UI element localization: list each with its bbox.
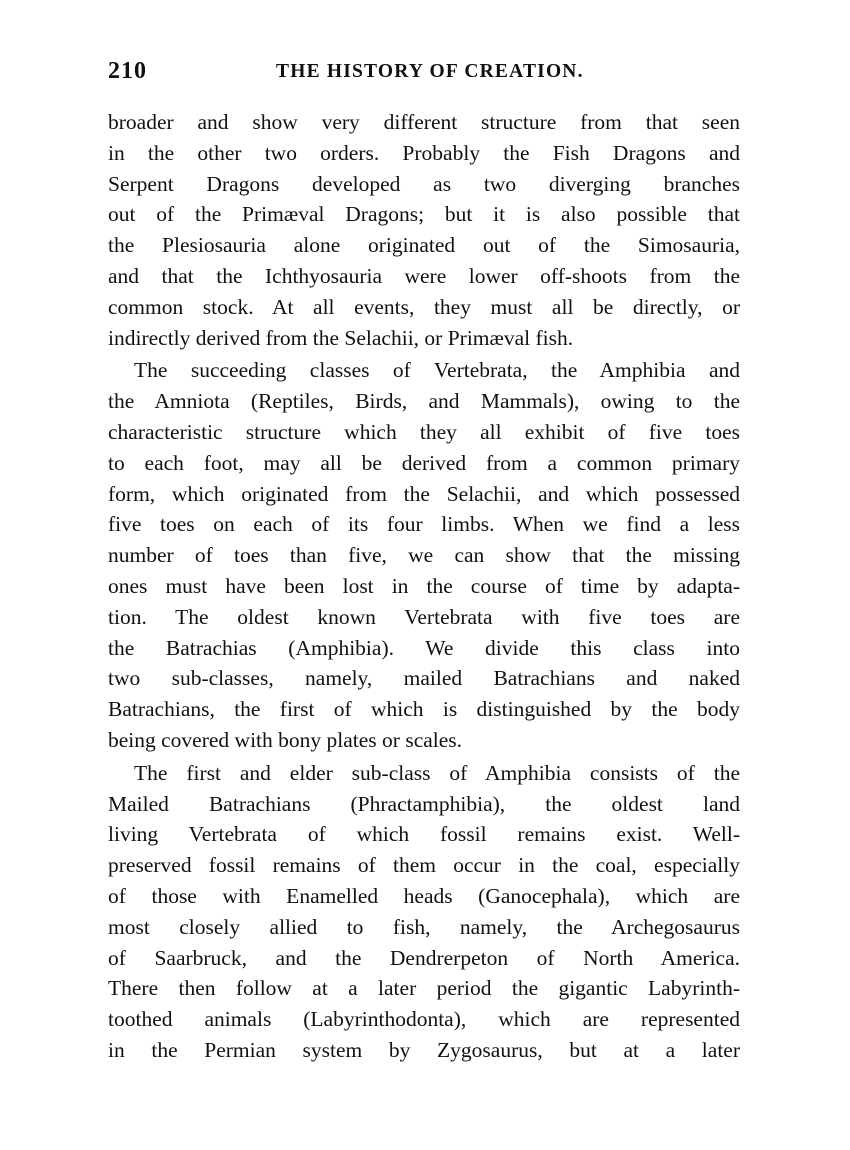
text-line: to each foot, may all be derived from a common primary xyxy=(108,450,740,475)
text-line: living Vertebrata of which fossil remains exist. Well- xyxy=(108,822,740,847)
text-line: There then follow at a later period the gigantic Labyrinth- xyxy=(108,976,740,1001)
text-line: of Saarbruck, and the Dendrerpeton of North America. xyxy=(108,945,740,970)
paragraph-3 xyxy=(108,758,740,1066)
text-line: the Amniota (Reptiles, Birds, and Mammals), owing to the xyxy=(108,389,740,414)
text-line: the Batrachias (Amphibia). We divide this class into xyxy=(108,635,740,660)
text-line: form, which originated from the Selachii, and which possessed xyxy=(108,481,740,506)
page-number: 210 xyxy=(108,58,147,84)
text-line: indirectly derived from the Selachii, or Primæval fish. xyxy=(108,325,574,350)
running-head xyxy=(108,58,740,88)
text-line: toothed animals (Labyrinthodonta), which are represented xyxy=(108,1007,740,1032)
text-line: common stock. At all events, they must all be directly, or xyxy=(108,294,740,319)
text-line: and that the Ichthyosauria were lower off-shoots from the xyxy=(108,263,740,288)
text-line: Batrachians, the first of which is distinguished by the body xyxy=(108,697,740,722)
text-line: Serpent Dragons developed as two diverging branches xyxy=(108,171,740,196)
text-line: in the other two orders. Probably the Fish Dragons and xyxy=(108,140,740,165)
text-line: Mailed Batrachians (Phractamphibia), the oldest land xyxy=(108,791,740,816)
text-line: being covered with bony plates or scales. xyxy=(108,727,463,752)
text-line: tion. The oldest known Vertebrata with five toes are xyxy=(108,604,740,629)
paragraph-1 xyxy=(108,107,740,353)
text-line: most closely allied to fish, namely, the Archegosaurus xyxy=(108,914,740,939)
text-line: the Plesiosauria alone originated out of the Simosauria, xyxy=(108,233,740,258)
text-line: ones must have been lost in the course of time by adapta- xyxy=(108,573,740,598)
running-title: THE HISTORY OF CREATION. xyxy=(276,61,584,82)
text-line: The succeeding classes of Vertebrata, the Amphibia and xyxy=(134,358,740,383)
text-line: number of toes than five, we can show that the missing xyxy=(108,543,740,568)
text-line: out of the Primæval Dragons; but it is also possible that xyxy=(108,202,740,227)
text-line: preserved fossil remains of them occur in the coal, especially xyxy=(108,853,740,878)
text-line: of those with Enamelled heads (Ganocephala), which are xyxy=(108,883,740,908)
text-line: two sub-classes, namely, mailed Batrachians and naked xyxy=(108,666,740,691)
paragraph-2 xyxy=(108,355,740,755)
body-text xyxy=(108,107,740,1066)
text-line: The first and elder sub-class of Amphibia consists of the xyxy=(134,760,740,785)
text-line: in the Permian system by Zygosaurus, but at a later xyxy=(108,1037,740,1062)
text-line: five toes on each of its four limbs. When we find a less xyxy=(108,512,740,537)
text-line: characteristic structure which they all exhibit of five toes xyxy=(108,419,740,444)
text-line: broader and show very different structure from that seen xyxy=(108,110,740,134)
